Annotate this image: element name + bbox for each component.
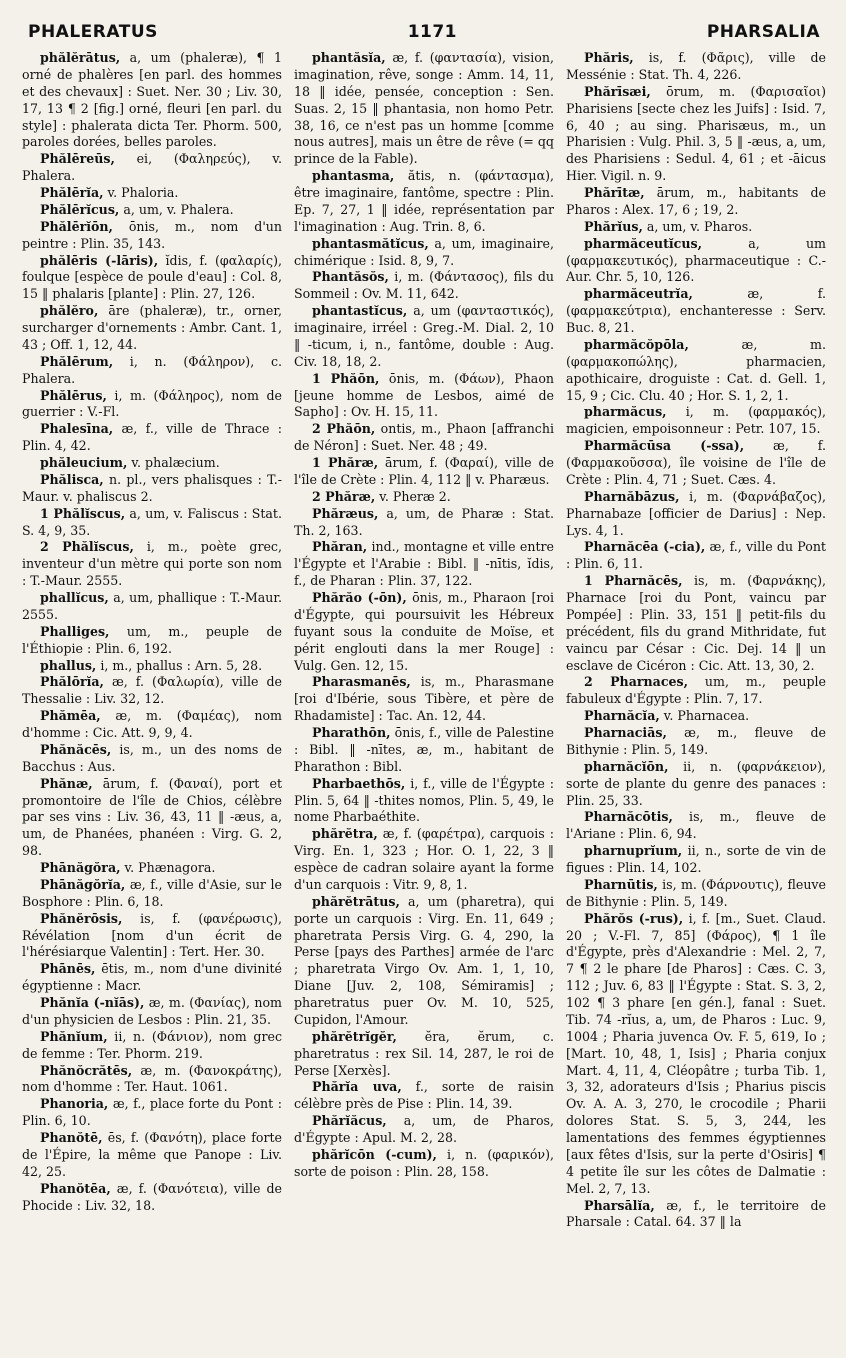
entry-definition: v. Phænagora. xyxy=(120,860,216,875)
entry-definition: æ, m., fleuve de Bithynie : Plin. 5, 149. xyxy=(566,725,826,757)
dictionary-entry xyxy=(566,185,826,219)
entry-definition: ătis, n. (φάντασμα), être imaginaire, fantôme, spectre : Plin. Ep. 7, 27, 1 ‖ idée, représentation par l'imagination : Aug. Trin. 8, 6. xyxy=(294,168,554,234)
dictionary-entry xyxy=(566,674,826,708)
entry-definition: i, m. (Φάληρος), nom de guerrier : V.-Fl. xyxy=(22,387,282,420)
dictionary-entry xyxy=(22,1063,282,1097)
dictionary-entry xyxy=(22,219,282,253)
dictionary-entry xyxy=(294,674,554,725)
entry-headword: phălēris (-lāris), xyxy=(40,252,159,268)
entry-definition: a, um, de Pharæ : Stat. Th. 2, 163. xyxy=(294,505,554,538)
dictionary-entry xyxy=(294,506,554,540)
entry-headword: Pharnūtis, xyxy=(584,876,658,892)
entry-definition: ōnis, m., Pharaon [roi d'Égypte, qui poursuivit les Hébreux fuyant sous la conduite de Moïse, et périt englouti dans la mer Rouge] : Vulg. Gen. 12, 15. xyxy=(294,590,554,673)
dictionary-entry xyxy=(22,421,282,455)
entry-definition: a, um, imaginaire, chimérique : Isid. 8, 9, 7. xyxy=(294,235,554,268)
entry-definition: a, um, v. Pharos. xyxy=(642,218,753,234)
dictionary-entry xyxy=(22,1029,282,1063)
entry-definition: is, f. (Φᾶρις), ville de Messénie : Stat. Th. 4, 226. xyxy=(566,50,826,82)
entry-definition: ētis, m., nom d'une divinité égyptienne : Macr. xyxy=(22,961,282,994)
entry-definition: n. pl., vers phalisques : T.-Maur. v. phaliscus 2. xyxy=(22,471,282,504)
dictionary-entry xyxy=(294,1113,554,1147)
entry-headword: Phānēs, xyxy=(40,961,96,977)
entry-headword: pharmăcŏpōla, xyxy=(584,336,689,352)
entry-headword: Phărăo (-ōn), xyxy=(312,590,407,605)
dictionary-entry xyxy=(566,809,826,843)
entry-headword: Phănæ, xyxy=(40,775,93,791)
dictionary-entry xyxy=(22,151,282,185)
entry-definition: ii, n. (φαρνάκειον), sorte de plante du genre des panaces : Plin. 25, 33. xyxy=(566,758,826,808)
dictionary-entry xyxy=(22,303,282,354)
entry-definition: i, m., poète grec, inventeur d'un mètre qui porte son nom : T.-Maur. 2555. xyxy=(22,539,282,589)
dictionary-entry xyxy=(294,421,554,455)
entry-headword: phantastĭcus, xyxy=(312,303,408,319)
entry-definition: is, f. (φανέρωσις), Révélation [nom d'un écrit de l'hérésiarque Valentin] : Tert. Her. 30. xyxy=(22,910,282,960)
entry-definition: is, m., Pharasmane [roi d'Ibérie, sous Tibère, et père de Rhadamiste] : Tac. An. 12, 44. xyxy=(294,674,554,724)
entry-definition: v. Pharnacea. xyxy=(659,708,750,724)
entry-headword: Pharnăcĭa, xyxy=(584,708,660,724)
entry-headword: Phărŏs (-rus), xyxy=(584,910,684,926)
entry-headword: pharnuprĭum, xyxy=(584,843,683,859)
dictionary-entry xyxy=(22,506,282,540)
entry-headword: phantasma, xyxy=(312,168,395,184)
dictionary-entry xyxy=(22,1096,282,1130)
entry-definition: æ, m. (Φανίας), nom d'un physicien de Lesbos : Plin. 21, 35. xyxy=(22,995,282,1027)
entry-headword: Phărīsæi, xyxy=(584,83,651,99)
entry-definition: i, m. (φαρμακός), magicien, empoisonneur : Petr. 107, 15. xyxy=(566,404,826,437)
dictionary-entry xyxy=(22,674,282,708)
dictionary-entry xyxy=(294,590,554,674)
entry-headword: 2 Phălĭscus, xyxy=(40,539,134,555)
dictionary-entry xyxy=(22,776,282,860)
entry-headword: Phanoria, xyxy=(40,1096,109,1112)
entry-definition: æ, f. (Φανότεια), ville de Phocide : Liv. 32, 18. xyxy=(22,1180,282,1213)
entry-definition: i, n. (φαρικόν), sorte de poison : Plin. 28, 158. xyxy=(294,1146,554,1179)
entry-definition: æ, f. (φαρμακεύτρια), enchanteresse : Serv. Buc. 8, 21. xyxy=(566,286,826,335)
dictionary-entry xyxy=(566,337,826,405)
entry-headword: Phănĭum, xyxy=(40,1028,108,1044)
entry-headword: phălĕro, xyxy=(40,303,99,319)
entry-headword: Pharasmanēs, xyxy=(312,674,411,690)
dictionary-entry xyxy=(22,388,282,422)
entry-headword: Phānăgŏra, xyxy=(40,860,121,875)
entry-definition: æ, f., ville d'Asie, sur le Bosphore : Plin. 6, 18. xyxy=(22,876,282,909)
dictionary-entry xyxy=(294,269,554,303)
entry-definition: a, um (φανταστικός), imaginaire, irréel : Greg.-M. Dial. 2, 10 ‖ -ticum, i, n., fantôme, double : Aug. Civ. 18, 18, 2. xyxy=(294,303,554,369)
entry-definition: i, m. (Φάντασος), fils du Sommeil : Ov. M. 11, 642. xyxy=(294,269,554,302)
entry-headword: phărĭcōn (-cum), xyxy=(312,1146,437,1162)
dictionary-entry xyxy=(22,539,282,590)
running-header xyxy=(22,22,826,42)
entry-definition: is, m. (Φαρνάκης), Pharnace [roi du Pont, vaincu par Pompée] : Plin. 33, 151 ‖ petit-fils du précédent, fils du grand Mithridate, fut vaincu par César : Cic. Dej. 14 ‖ un esclave de Cicéron : Cic. Att. 13, 30, 2. xyxy=(566,573,826,673)
entry-definition: ontis, m., Phaon [affranchi de Néron] : Suet. Ner. 48 ; 49. xyxy=(294,421,554,454)
entry-definition: ōrum, m. (Φαρισαῖοι) Pharisiens [secte chez les Juifs] : Isid. 7, 6, 40 ; au sing. Pharisæus, m., un Pharisien : Vulg. Phil. 3, 5 ‖ -æus, a, um, des Pharisiens : Sedul. 4, 61 ; et -āicus Hier. Vigil. n. 9. xyxy=(566,83,826,184)
dictionary-entry xyxy=(294,1029,554,1080)
dictionary-entry xyxy=(22,877,282,911)
entry-definition: is, m., fleuve de l'Ariane : Plin. 6, 94. xyxy=(566,809,826,842)
page-number: 1171 xyxy=(407,22,458,42)
entry-definition: æ, f. (φαντασία), vision, imagination, rêve, songe : Amm. 14, 11, 18 ‖ idée, pensée, conception : Sen. Suas. 2, 15 ‖ phantasia, non homo Petr. 38, 16, ce n'est pas un homme [comme nous autres], mais un être de rêve (= qq prince de la Fable). xyxy=(294,50,554,167)
entry-definition: a, um, v. Faliscus : Stat. S. 4, 9, 35. xyxy=(22,505,282,538)
entry-definition: is, m. (Φάρνουτις), fleuve de Bithynie : Plin. 5, 149. xyxy=(566,876,826,909)
entry-definition: is, m., un des noms de Bacchus : Aus. xyxy=(22,741,282,774)
entry-definition: a, um, phallique : T.-Maur. 2555. xyxy=(22,590,282,622)
dictionary-entry xyxy=(294,725,554,776)
entry-definition: a, um (φαρμακευτικός), pharmaceutique : C.-Aur. Chr. 5, 10, 126. xyxy=(566,235,826,285)
entry-definition: ārum, f. (Φαραί), ville de l'île de Crète : Plin. 4, 112 ‖ v. Pharæus. xyxy=(294,455,554,487)
dictionary-entry xyxy=(22,50,282,151)
entry-headword: 1 Phălĭscus, xyxy=(40,505,126,521)
column-1 xyxy=(22,50,282,1231)
dictionary-entry xyxy=(566,725,826,759)
entry-headword: Phăris, xyxy=(584,50,634,65)
entry-headword: Pharathōn, xyxy=(312,725,391,740)
entry-headword: phărĕtra, xyxy=(312,826,378,842)
entry-headword: Phărĭăcus, xyxy=(312,1113,387,1129)
entry-headword: Phălēreūs, xyxy=(40,151,115,167)
entry-headword: Phānăgŏrĭa, xyxy=(40,876,126,892)
entry-definition: ĭdis, f. (φαλαρίς), foulque [espèce de poule d'eau] : Col. 8, 15 ‖ phalaris [plante] : Plin. 27, 126. xyxy=(22,252,283,302)
entry-definition: i, f. [m., Suet. Claud. 20 ; V.-Fl. 7, 85] (Φάρος), ¶ 1 île d'Égypte, près d'Alexandrie : Mel. 2, 7, 7 ¶ 2 le phare [de Pharos] : Cæs. C. 3, 112 ; Juv. 6, 83 ‖ l'Égypte : Stat. S. 3, 2, 102 ¶ 3 phare [en gén.], fanal : Suet. Tib. 74 -rĭus, a, um, de Pharos : Luc. 9, 1004 ; Pharia juvenca Ov. F. 5, 619, Io ; [Mart. 10, 48, 1, Isis] ; Pharia conjux Mart. 4, 11, 4, Cléopâtre ; turba Tib. 1, 3, 32, adorateurs d'Isis ; Pharius piscis Ov. A. A. 3, 270, le crocodile ; Pharii dolores Stat. S. 5, 3, 244, les lamentations des femmes égyptiennes [aux fêtes d'Isis, sur la perte d'Osiris] ¶ 4 petite île sur les côtes de Dalmatie : Mel. 2, 7, 13. xyxy=(566,910,826,1196)
entry-headword: Pharnăbāzus, xyxy=(584,488,680,504)
entry-headword: Phălērĭa, xyxy=(40,185,104,200)
entry-headword: Phămēa, xyxy=(40,708,101,724)
entry-definition: f., sorte de raisin célèbre près de Pise : Plin. 14, 39. xyxy=(294,1079,554,1112)
entry-headword: phallus, xyxy=(40,657,97,673)
entry-headword: pharnăcĭōn, xyxy=(584,758,669,774)
entry-headword: Phălērus, xyxy=(40,387,107,403)
entry-headword: Pharnăcēa (-cia), xyxy=(584,539,706,555)
entry-headword: pharmăcus, xyxy=(584,404,667,420)
entry-definition: æ, f., place forte du Pont : Plin. 6, 10. xyxy=(22,1096,282,1129)
entry-definition: æ, m. (Φανοκράτης), nom d'homme : Ter. Haut. 1061. xyxy=(22,1062,282,1095)
entry-headword: Phăran, xyxy=(312,539,368,555)
dictionary-entry xyxy=(294,455,554,489)
dictionary-entry xyxy=(566,708,826,725)
dictionary-entry xyxy=(566,84,826,185)
entry-definition: ei, (Φαληρεύς), v. Phalera. xyxy=(22,151,282,184)
entry-definition: v. Pheræ 2. xyxy=(375,488,451,504)
entry-headword: Phărītæ, xyxy=(584,185,645,200)
entry-headword: Phantăsŏs, xyxy=(312,269,389,285)
entry-definition: ii, n., sorte de vin de figues : Plin. 14, 102. xyxy=(566,843,826,875)
entry-definition: v. phalæcium. xyxy=(127,455,220,470)
dictionary-entry xyxy=(22,1130,282,1181)
entry-headword: Phalesīna, xyxy=(40,421,114,437)
dictionary-entry xyxy=(294,489,554,506)
dictionary-entry xyxy=(294,826,554,894)
entry-definition: ii, n. (Φάνιον), nom grec de femme : Ter. Phorm. 219. xyxy=(22,1028,282,1061)
entry-definition: i, n. (Φάληρον), c. Phalera. xyxy=(22,353,282,386)
dictionary-entry xyxy=(294,236,554,270)
entry-headword: Phălōrĭa, xyxy=(40,674,104,690)
dictionary-entry xyxy=(22,1181,282,1215)
entry-definition: æ, f. (Φαλωρία), ville de Thessalie : Liv. 32, 12. xyxy=(22,674,282,707)
dictionary-entry xyxy=(22,455,282,472)
dictionary-entry xyxy=(22,472,282,506)
dictionary-entry xyxy=(22,253,282,304)
entry-definition: āre (phaleræ), tr., orner, surcharger d'ornements : Ambr. Cant. 1, 43 ; Off. 1, 12, 44. xyxy=(22,303,282,352)
entry-definition: um, m., peuple fabuleux d'Égypte : Plin. 7, 17. xyxy=(566,674,826,707)
entry-definition: um, m., peuple de l'Éthiopie : Plin. 6, 192. xyxy=(22,623,282,656)
entry-headword: Phănăcēs, xyxy=(40,741,112,757)
entry-headword: phallĭcus, xyxy=(40,590,109,605)
entry-definition: ārum, m., habitants de Pharos : Alex. 17, 6 ; 19, 2. xyxy=(566,185,826,217)
header-left-guideword: PHALERATUS xyxy=(28,22,158,42)
dictionary-entry xyxy=(566,877,826,911)
dictionary-entry xyxy=(566,404,826,438)
dictionary-entry xyxy=(22,185,282,202)
entry-headword: Phăræus, xyxy=(312,505,379,521)
entry-headword: Phălērĭcus, xyxy=(40,201,120,217)
entry-headword: Phănĭa (-nĭās), xyxy=(40,995,145,1010)
entry-definition: a, um, de Pharos, d'Égypte : Apul. M. 2, 28. xyxy=(294,1113,554,1145)
entry-headword: Phărĭus, xyxy=(584,218,643,234)
dictionary-entry xyxy=(566,1198,826,1232)
entry-definition: a, um (phaleræ), ¶ 1 orné de phalères [en parl. des hommes et des chevaux] : Suet. Ner. 30 ; Liv. 30, 17, 13 ¶ 2 [fig.] orné, fleuri [en parl. du style] : phalerata dicta Ter. Phorm. 500, paroles dorées, belles paroles. xyxy=(22,50,282,150)
entry-definition: a, um, v. Phalera. xyxy=(119,201,234,217)
dictionary-entry xyxy=(566,286,826,337)
entry-definition: æ, f., ville de Thrace : Plin. 4, 42. xyxy=(22,421,282,454)
entry-headword: phăleucium, xyxy=(40,455,128,470)
entry-definition: ēs, f. (Φανότη), place forte de l'Épire, la même que Panope : Liv. 42, 25. xyxy=(22,1130,282,1179)
entry-headword: 1 Pharnăcēs, xyxy=(584,573,683,589)
dictionary-entry xyxy=(566,573,826,674)
entry-definition: ind., montagne et ville entre l'Égypte et l'Arabie : Bibl. ‖ -nītis, ĭdis, f., de Pharan : Plin. 37, 122. xyxy=(294,539,554,589)
entry-definition: i, f., ville de l'Égypte : Plin. 5, 64 ‖ -thites nomos, Plin. 5, 49, le nome Pharbaéthite. xyxy=(294,775,554,825)
entry-headword: phărĕtrĭgĕr, xyxy=(312,1028,397,1044)
entry-headword: 1 Phăræ, xyxy=(312,455,379,470)
dictionary-entry xyxy=(294,303,554,371)
dictionary-entry xyxy=(566,539,826,573)
dictionary-entry xyxy=(566,759,826,810)
entry-definition: ōnis, f., ville de Palestine : Bibl. ‖ -nītes, æ, m., habitant de Pharathon : Bibl. xyxy=(294,725,554,774)
dictionary-entry xyxy=(566,911,826,1198)
entry-definition: i, m. (Φαρνάβαζος), Pharnabaze [officier de Darius] : Nep. Lys. 4, 1. xyxy=(566,488,826,538)
entry-headword: Pharnăcōtis, xyxy=(584,809,673,825)
entry-definition: æ, f., le territoire de Pharsale : Catal. 64. 37 ‖ la xyxy=(566,1197,826,1230)
dictionary-entry xyxy=(294,50,554,168)
dictionary-entry xyxy=(22,995,282,1029)
entry-headword: 1 Phăōn, xyxy=(312,370,380,386)
entry-headword: Phanŏtēa, xyxy=(40,1180,111,1196)
dictionary-entry xyxy=(294,776,554,827)
entry-headword: phălĕrātus, xyxy=(40,50,121,65)
dictionary-entry xyxy=(22,708,282,742)
entry-headword: Phălērĭōn, xyxy=(40,218,113,234)
entry-definition: v. Phaloria. xyxy=(103,185,179,200)
entry-definition: æ, f. (Φαρμακοῦσσα), île voisine de l'île de Crète : Plin. 4, 71 ; Suet. Cæs. 4. xyxy=(566,438,826,487)
dictionary-entry xyxy=(294,1079,554,1113)
entry-headword: Pharsālĭa, xyxy=(584,1197,655,1213)
entry-definition: æ, f. (φαρέτρα), carquois : Virg. En. 1, 323 ; Hor. O. 1, 22, 3 ‖ espèce de cadran solaire ayant la forme d'un carquois : Vitr. 9, 8, 1. xyxy=(294,826,554,892)
column-2 xyxy=(294,50,554,1231)
column-3 xyxy=(566,50,826,1231)
dictionary-entry xyxy=(566,236,826,287)
entry-headword: 2 Phăræ, xyxy=(312,488,376,504)
dictionary-entry xyxy=(566,438,826,489)
entry-definition: ĕra, ĕrum, c. pharetratus : rex Sil. 14, 287, le roi de Perse [Xerxès]. xyxy=(294,1028,554,1078)
entry-definition: ōnis, m. (Φάων), Phaon [jeune homme de Lesbos, aimé de Sapho] : Ov. H. 15, 11. xyxy=(294,370,555,420)
entry-headword: Phărĭa uva, xyxy=(312,1079,402,1095)
dictionary-entry xyxy=(22,590,282,624)
entry-definition: æ, m. (Φαμέας), nom d'homme : Cic. Att. 9, 9, 4. xyxy=(22,708,282,740)
dictionary-entry xyxy=(22,742,282,776)
dictionary-entry xyxy=(22,354,282,388)
entry-headword: Phănŏcrătēs, xyxy=(40,1062,133,1078)
dictionary-entry xyxy=(566,843,826,877)
entry-headword: Phanŏtē, xyxy=(40,1130,103,1145)
dictionary-entry xyxy=(566,489,826,540)
entry-headword: Phălisca, xyxy=(40,471,104,487)
dictionary-entry xyxy=(294,894,554,1029)
entry-headword: phantăsĭa, xyxy=(312,50,386,65)
entry-headword: 2 Phăōn, xyxy=(312,421,376,437)
dictionary-entry xyxy=(294,371,554,422)
dictionary-entry xyxy=(294,168,554,236)
entry-headword: 2 Pharnaces, xyxy=(584,674,688,690)
entry-headword: phărĕtrātus, xyxy=(312,893,400,909)
dictionary-entry xyxy=(294,539,554,590)
entry-headword: Pharmăcūsa (-ssa), xyxy=(584,438,745,454)
dictionary-entry xyxy=(22,658,282,675)
dictionary-entry xyxy=(22,202,282,219)
entry-headword: Phălērum, xyxy=(40,353,114,369)
entry-headword: Phănĕrōsis, xyxy=(40,910,123,926)
entry-definition: æ, m. (φαρμακοπώλης), pharmacien, apothicaire, droguiste : Cat. d. Gell. 1, 15, 9 ; Cic. Clu. 40 ; Hor. S. 1, 2, 1. xyxy=(566,336,826,403)
entry-headword: pharmăceutĭcus, xyxy=(584,235,702,251)
dictionary-entry xyxy=(22,911,282,962)
entry-headword: Phalliges, xyxy=(40,623,110,639)
header-right-guideword: PHARSALIA xyxy=(706,22,820,42)
entry-definition: ōnis, m., nom d'un peintre : Plin. 35, 143. xyxy=(22,218,282,251)
entry-headword: phantasmătĭcus, xyxy=(312,235,429,251)
entry-definition: ārum, f. (Φαναί), port et promontoire de l'île de Chios, célèbre par ses vins : Liv. 36, 43, 11 ‖ -æus, a, um, de Phanées, phanéen : Virg. G. 2, 98. xyxy=(22,775,282,859)
entry-headword: Pharbaethōs, xyxy=(312,775,406,791)
dictionary-entry xyxy=(22,961,282,995)
entry-headword: pharmăceutrĭa, xyxy=(584,286,693,302)
dictionary-entry xyxy=(294,1147,554,1181)
dictionary-entry xyxy=(566,50,826,84)
dictionary-entry xyxy=(566,219,826,236)
entry-definition: a, um (pharetra), qui porte un carquois : Virg. En. 11, 649 ; pharetrata Persis Virg. G. 4, 290, la Perse [pays des Parthes] armée de l'arc ; pharetrata Virgo Ov. Am. 1, 1, 10, Diane [Juv. 2, 108, Sémiramis] ; pharetratus puer Ov. M. 10, 525, Cupidon, l'Amour. xyxy=(294,893,554,1027)
entry-definition: æ, f., ville du Pont : Plin. 6, 11. xyxy=(566,539,826,572)
columns xyxy=(22,50,826,1231)
dictionary-entry xyxy=(22,624,282,658)
entry-headword: Pharnaciās, xyxy=(584,725,667,740)
entry-definition: i, m., phallus : Arn. 5, 28. xyxy=(96,657,263,673)
dictionary-entry xyxy=(22,860,282,877)
